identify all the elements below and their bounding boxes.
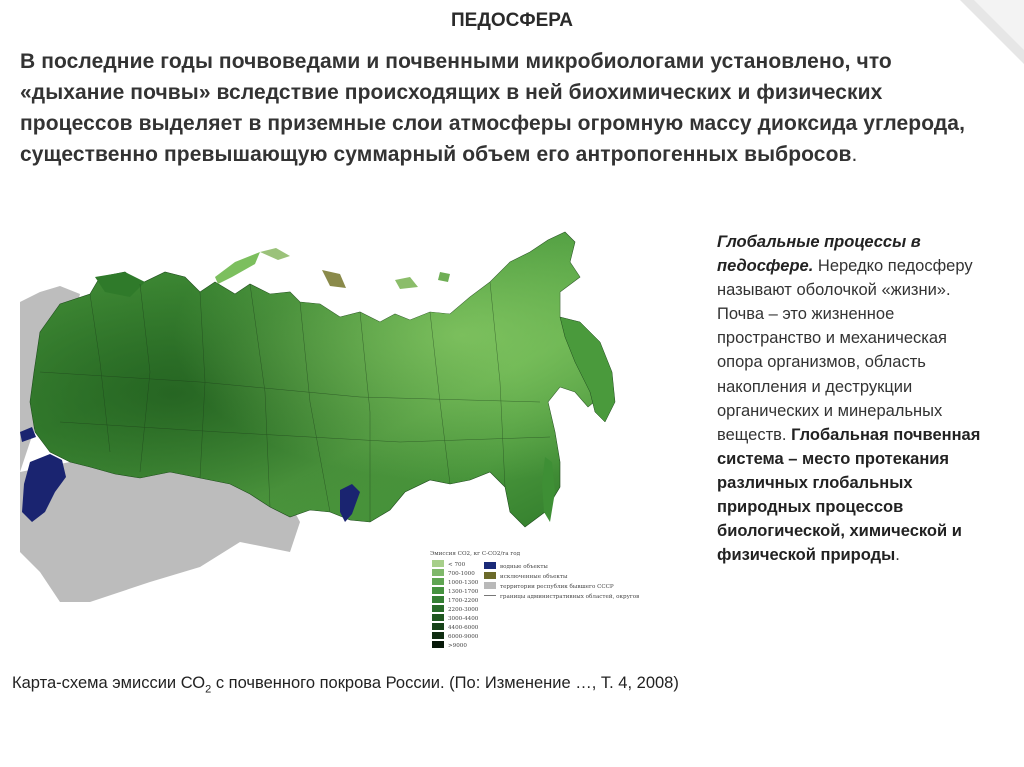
intro-text: В последние годы почвоведами и почвенными микробиологами установлено, что «дыхание почвы» вследствие происходящих в ней биохимических и физических процессов выделяет в приземные слои атмосферы огромную массу диоксида углерода, существенно превышающую суммарный объем его антропогенных выбросов bbox=[20, 50, 966, 166]
legend-swatch bbox=[484, 562, 496, 569]
side-text: Нередко педосферу называют оболочкой «жизни». Почва – это жизненное пространство и механическая опора организмов, область накопления и деструкции органических и минеральных веществ. bbox=[717, 257, 973, 444]
legend-label: исключенные объекты bbox=[500, 574, 568, 580]
legend-swatch bbox=[432, 605, 444, 612]
co2-emission-map bbox=[0, 222, 680, 662]
legend-swatch bbox=[484, 572, 496, 579]
legend-title: Эмиссия СО2, кг С-СО2/га год bbox=[430, 551, 521, 557]
arctic-island bbox=[438, 272, 450, 282]
legend-swatch bbox=[432, 587, 444, 594]
arctic-island bbox=[395, 277, 418, 289]
legend-swatch bbox=[432, 623, 444, 630]
legend-label: 2200-3000 bbox=[448, 607, 479, 613]
legend-swatch bbox=[432, 569, 444, 576]
legend-label: границы административных областей, округов bbox=[500, 594, 640, 600]
caption-text-start: Карта-схема эмиссии СО bbox=[12, 674, 206, 692]
intro-period: . bbox=[851, 143, 858, 166]
caption-text-end: с почвенного покрова России. (По: Изменение …, Т. 4, 2008) bbox=[211, 674, 679, 692]
legend-swatch bbox=[432, 641, 444, 648]
legend-swatch bbox=[432, 632, 444, 639]
map-caption bbox=[12, 674, 679, 695]
legend-label: 700-1000 bbox=[448, 571, 475, 577]
legend-extra bbox=[484, 562, 639, 600]
legend-label: 4400-6000 bbox=[448, 625, 479, 631]
severnaya-zemlya bbox=[322, 270, 346, 288]
legend-label: 1300-1700 bbox=[448, 589, 479, 595]
legend-label: 1000-1300 bbox=[448, 580, 479, 586]
legend-label: >9000 bbox=[448, 643, 467, 649]
legend-label: 3000-4400 bbox=[448, 616, 479, 622]
slide-title: ПЕДОСФЕРА bbox=[451, 10, 573, 31]
legend-swatch bbox=[432, 596, 444, 603]
side-description bbox=[717, 230, 985, 567]
side-bold-text: Глобальная почвенная система – место протекания различных глобальных природных процессов биологической, химической и физической природы bbox=[717, 425, 981, 565]
legend-label: < 700 bbox=[448, 562, 466, 568]
caption-subscript: 2 bbox=[205, 683, 212, 696]
legend-swatch bbox=[432, 614, 444, 621]
legend-swatch bbox=[432, 560, 444, 567]
novaya-zemlya bbox=[215, 252, 260, 284]
legend-label: территории республик бывшего СССР bbox=[500, 584, 614, 590]
legend-label: 6000-9000 bbox=[448, 634, 479, 640]
legend-label: водные объекты bbox=[500, 564, 548, 570]
side-period: . bbox=[895, 546, 900, 565]
legend-label: 1700-2200 bbox=[448, 598, 479, 604]
side-heading: Глобальные процессы в педосфере. bbox=[717, 233, 921, 276]
intro-paragraph bbox=[20, 46, 980, 170]
legend-swatch bbox=[484, 582, 496, 589]
arctic-island bbox=[260, 248, 290, 260]
legend-classes bbox=[432, 560, 479, 649]
map-legend bbox=[430, 551, 639, 649]
legend-swatch bbox=[432, 578, 444, 585]
